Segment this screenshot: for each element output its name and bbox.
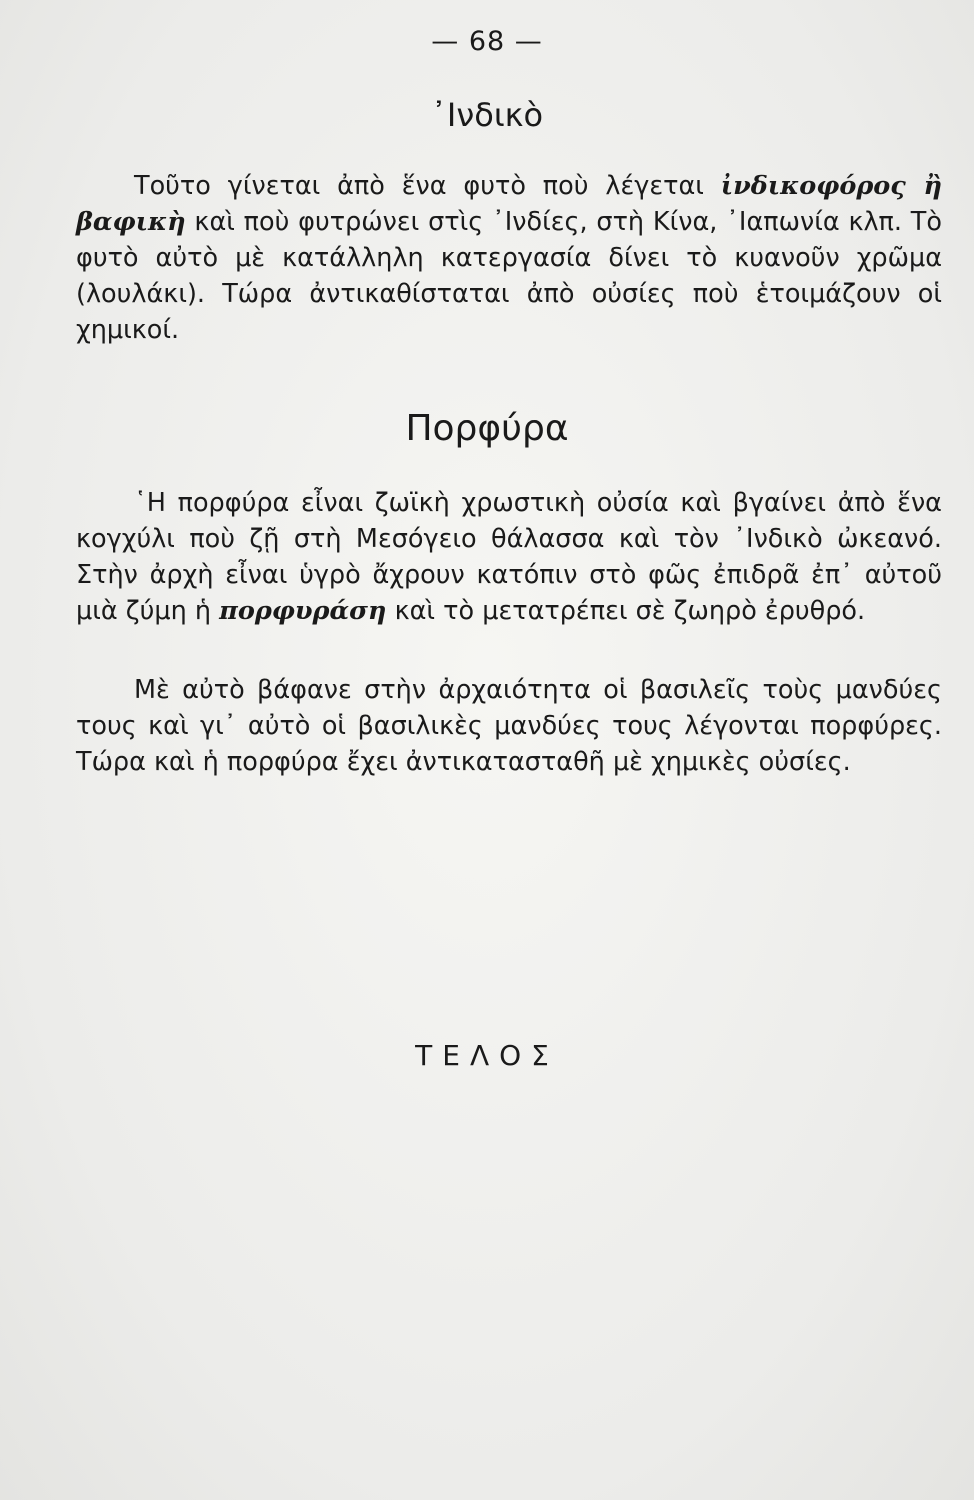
paragraph-purple-1-after: καὶ τὸ μετατρέπει σὲ ζωηρὸ ἐρυθρό. (386, 596, 866, 626)
paragraph-purple-1-emphasis: πορφυράση (219, 596, 387, 626)
paragraph-purple-1-before: ῾Η πορφύρα εἶναι ζωϊκὴ χρωστικὴ οὐσία καὶ βγαίνει ἀπὸ ἕνα κογχύλι ποὺ ζῇ στὴ Μεσόγειο θάλασσα καὶ τὸν ᾿Ινδικὸ ὠκεανό. Στὴν ἀρχὴ εἶναι ὑγρὸ ἄχρουν κατόπιν στὸ φῶς ἐπιδρᾶ ἐπ᾿ αὐτοῦ μιὰ ζύμη ἡ (76, 488, 942, 626)
paragraph-indigo-emphasis: ἰνδικοφόρος ἢ βαφικὴ (76, 171, 942, 237)
paragraph-indigo (76, 168, 942, 348)
section-title-purple: Πορφύρα (405, 408, 569, 449)
paragraph-indigo-before: Τοῦτο γίνεται ἀπὸ ἕνα φυτὸ ποὺ λέγεται (134, 171, 721, 201)
paragraph-indigo-after: καὶ ποὺ φυτρώνει στὶς ᾿Ινδίες, στὴ Κίνα, ᾿Ιαπωνία κλπ. Τὸ φυτὸ αὐτὸ μὲ κατάλληλη κατεργασία δίνει τὸ κυανοῦν χρῶμα (λουλάκι). Τώρα ἀντικαθίσταται ἀπὸ οὐσίες ποὺ ἑτοιμάζουν οἱ χημικοί. (76, 207, 942, 345)
page-number: — 68 — (431, 26, 543, 57)
section-title-indigo: ᾿Ινδικὸ (430, 96, 544, 134)
end-marker: ΤΕΛΟΣ (415, 1039, 559, 1072)
paragraph-purple-1 (76, 485, 942, 629)
paragraph-purple-2: Μὲ αὐτὸ βάφανε στὴν ἀρχαιότητα οἱ βασιλεῖς τοὺς μανδύες τους καὶ γι᾿ αὐτὸ οἱ βασιλικὲς μανδύες τους λέγονται πορφύρες. Τώρα καὶ ἡ πορφύρα ἔχει ἀντικατασταθῆ μὲ χημικὲς οὐσίες. (76, 675, 942, 777)
